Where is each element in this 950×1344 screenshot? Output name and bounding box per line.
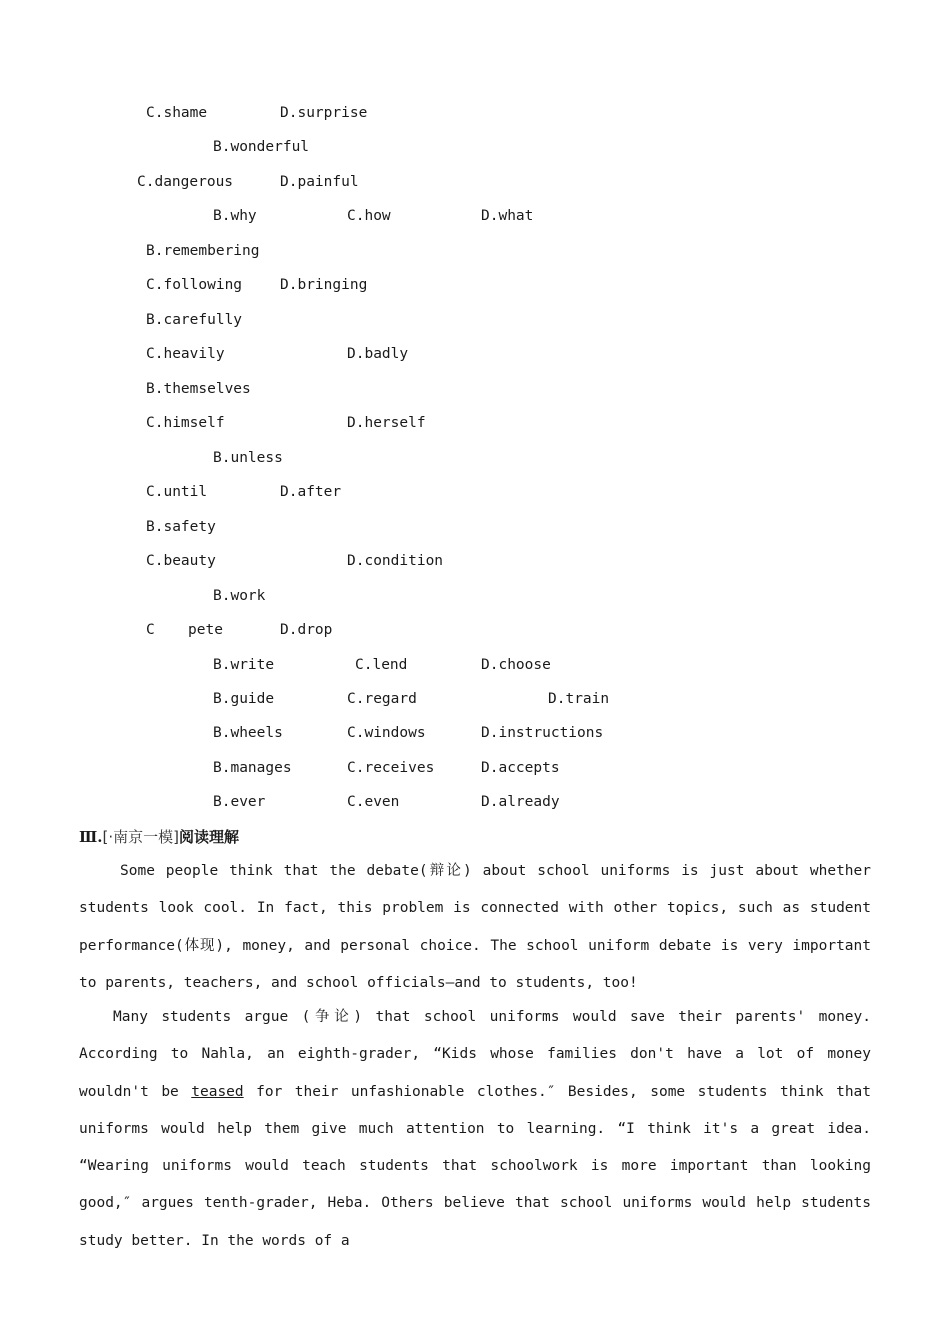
option: C.heavily [146, 346, 225, 362]
option: D.herself [347, 415, 426, 431]
option: D.after [280, 484, 342, 500]
option: B.themselves [146, 381, 251, 397]
section-source: [·南京一模] [102, 828, 179, 846]
option: D.accepts [481, 760, 560, 776]
option: B.ever [213, 794, 266, 810]
option: D.bringing [280, 277, 368, 293]
option: C.following [146, 277, 243, 293]
option: C.even [347, 794, 400, 810]
section-title: 阅读理解 [178, 828, 239, 846]
paragraph-text: Some people think that the debate(辩论) about school uniforms is just about whether students look cool. In fact, this problem is connected with other topics, such as student performance(体现), money, and personal choice. The school uniform debate is very important to parents, teachers, and school officials—and to students, too! [79, 863, 871, 991]
option: B.unless [213, 450, 283, 466]
option: D.already [481, 794, 560, 810]
option: B.wonderful [213, 139, 310, 155]
section-number: Ⅲ. [79, 828, 103, 846]
option: D.condition [347, 553, 444, 569]
option: D.surprise [280, 105, 368, 121]
option: C.lend [355, 657, 408, 673]
underlined-word: teased [191, 1083, 244, 1100]
option: C.beauty [146, 553, 216, 569]
option: C.how [347, 208, 391, 224]
paragraph-text: for their unfashionable clothes.″ Besides, some students think that uniforms would help them give much attention to learning. “I think it's a great idea. “Wearing uniforms would teach students that schoolwork is more important than looking good,″ argues tenth-grader, Heba. Others believe that school uniforms would help students study better. In the words of a [79, 1083, 872, 1249]
option: C.shame [146, 105, 208, 121]
option: B.guide [213, 691, 275, 707]
option: D.painful [280, 174, 359, 190]
option: C.receives [347, 760, 435, 776]
option: B.carefully [146, 312, 243, 328]
option: D.what [481, 208, 534, 224]
option: D.instructions [481, 725, 604, 741]
option: C.regard [347, 691, 417, 707]
option: C.himself [146, 415, 225, 431]
option: D.train [548, 691, 610, 707]
paragraph-text: Many students argue (争论) that school uniforms would save their parents' money. According to Nahla, an eighth-grader, “Kids whose families don't have a lot of money wouldn't be [79, 1009, 871, 1100]
option: pete [188, 622, 223, 638]
option: B.manages [213, 760, 292, 776]
option: C.until [146, 484, 208, 500]
section-heading [79, 826, 239, 848]
option: C.windows [347, 725, 426, 741]
option: B.safety [146, 519, 216, 535]
option: C.dangerous [137, 174, 234, 190]
option: B.write [213, 657, 275, 673]
option: D.choose [481, 657, 551, 673]
option: D.badly [347, 346, 409, 362]
option: B.work [213, 588, 266, 604]
passage-paragraph-2 [79, 999, 871, 1260]
option: D.drop [280, 622, 333, 638]
passage-paragraph-1 [79, 853, 871, 1002]
option: B.why [213, 208, 257, 224]
option: B.remembering [146, 243, 260, 259]
option: C [146, 622, 155, 638]
option: B.wheels [213, 725, 283, 741]
